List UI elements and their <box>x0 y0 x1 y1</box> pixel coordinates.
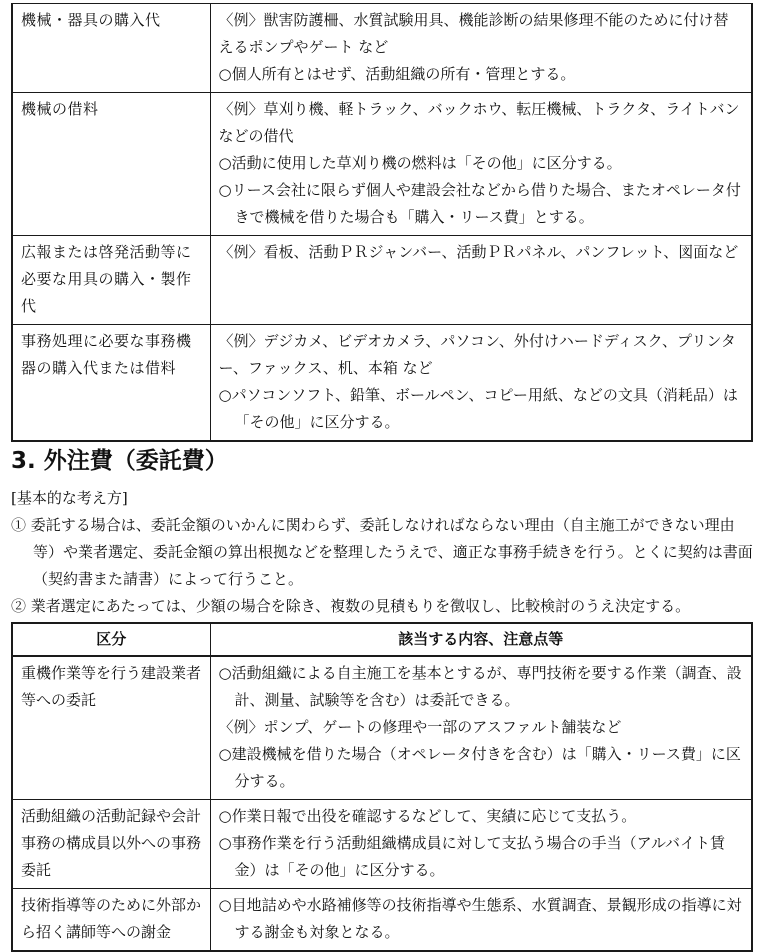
note-item: ○個人所有とはせず、活動組織の所有・管理とする。 <box>218 65 576 83</box>
row-content <box>210 800 752 889</box>
basic-point-2: ② 業者選定にあたっては、少額の場合を除き、複数の見積もりを徴収し、比較検討のうえ決定する。 <box>11 597 691 615</box>
row-content <box>210 236 752 325</box>
table-row <box>12 236 752 325</box>
row-category: 重機作業等を行う建設業者等への委託 <box>12 656 210 800</box>
basic-point-1: ① 委託する場合は、委託金額のいかんに関わらず、委託しなければならない理由（自主施工ができない理由等）や業者選定、委託金額の算出根拠などを整理したうえで、適正な事務手続きを行う。とくに契約は書面（契約書また請書）によって行うこと。 <box>11 516 753 588</box>
table-row <box>12 889 752 952</box>
row-content <box>210 325 752 442</box>
row-content <box>210 4 752 93</box>
note-item: ○建設機械を借りた場合（オペレータ付きを含む）は「購入・リース費」に区分する。 <box>218 745 741 790</box>
row-category: 事務処理に必要な事務機器の購入代または借料 <box>12 325 210 442</box>
section-heading: 3. 外注費（委託費） <box>11 448 228 474</box>
example-item: 〈例〉草刈り機、軽トラック、バックホウ、転圧機械、トラクタ、ライトバン などの借代 <box>218 100 755 145</box>
row-content <box>210 93 755 236</box>
row-category: 広報または啓発活動等に必要な用具の購入・製作代 <box>12 236 210 325</box>
row-category: 活動組織の活動記録や会計事務の構成員以外への事務委託 <box>12 800 210 889</box>
table-header-row <box>12 623 752 656</box>
note-item: ○活動組織による自主施工を基本とするが、専門技術を要する作業（調査、設計、測量、試験等を含む）は委託できる。 <box>218 664 742 709</box>
basic-approach-label: [基本的な考え方] <box>11 489 128 507</box>
row-category: 機械・器具の購入代 <box>12 4 210 93</box>
example-item: 〈例〉ポンプ、ゲートの修理や一部のアスファルト舗装など <box>218 718 622 736</box>
note-item: ○活動に使用した草刈り機の燃料は「その他」に区分する。 <box>218 154 622 172</box>
note-item: ○事務作業を行う活動組織構成員に対して支払う場合の手当（アルバイト賃金）は「その他」に区分する。 <box>218 834 725 879</box>
header-category: 区分 <box>12 623 210 656</box>
row-content <box>210 889 752 952</box>
example-item: 〈例〉看板、活動ＰＲジャンバー、活動ＰＲパネル、パンフレット、図面など <box>218 243 739 261</box>
table-row <box>12 800 752 889</box>
header-content: 該当する内容、注意点等 <box>210 623 752 656</box>
expense-table-equipment-body <box>12 4 755 442</box>
table-row <box>12 93 752 236</box>
note-item: ○作業日報で出役を確認するなどして、実績に応じて支払う。 <box>218 807 637 825</box>
row-category: 機械の借料 <box>12 93 210 236</box>
basic-approach <box>11 485 756 620</box>
table-row <box>12 4 752 93</box>
table-row <box>12 325 752 442</box>
outsourcing-table <box>11 622 753 952</box>
note-item: ○リース会社に限らず個人や建設会社などから借りた場合、またオペレータ付きで機械を借りた場合も「購入・リース費」とする。 <box>218 181 741 226</box>
note-item: ○目地詰めや水路補修等の技術指導や生態系、水質調査、景観形成の指導に対する謝金も対象となる。 <box>218 896 742 941</box>
outsourcing-table-body <box>12 656 752 951</box>
note-item: ○パソコンソフト、鉛筆、ボールペン、コピー用紙、などの文具（消耗品）は「その他」に区分する。 <box>218 386 738 431</box>
table-row <box>12 656 752 800</box>
example-item: 〈例〉獣害防護柵、水質試験用具、機能診断の結果修理不能のために付け替えるポンプやゲート など <box>218 11 729 56</box>
row-category: 技術指導等のために外部から招く講師等への謝金 <box>12 889 210 952</box>
expense-table-equipment <box>11 3 753 442</box>
example-item: 〈例〉デジカメ、ビデオカメラ、パソコン、外付けハードディスク、プリンター、ファックス、机、本箱 など <box>218 332 736 377</box>
row-content <box>210 656 752 800</box>
